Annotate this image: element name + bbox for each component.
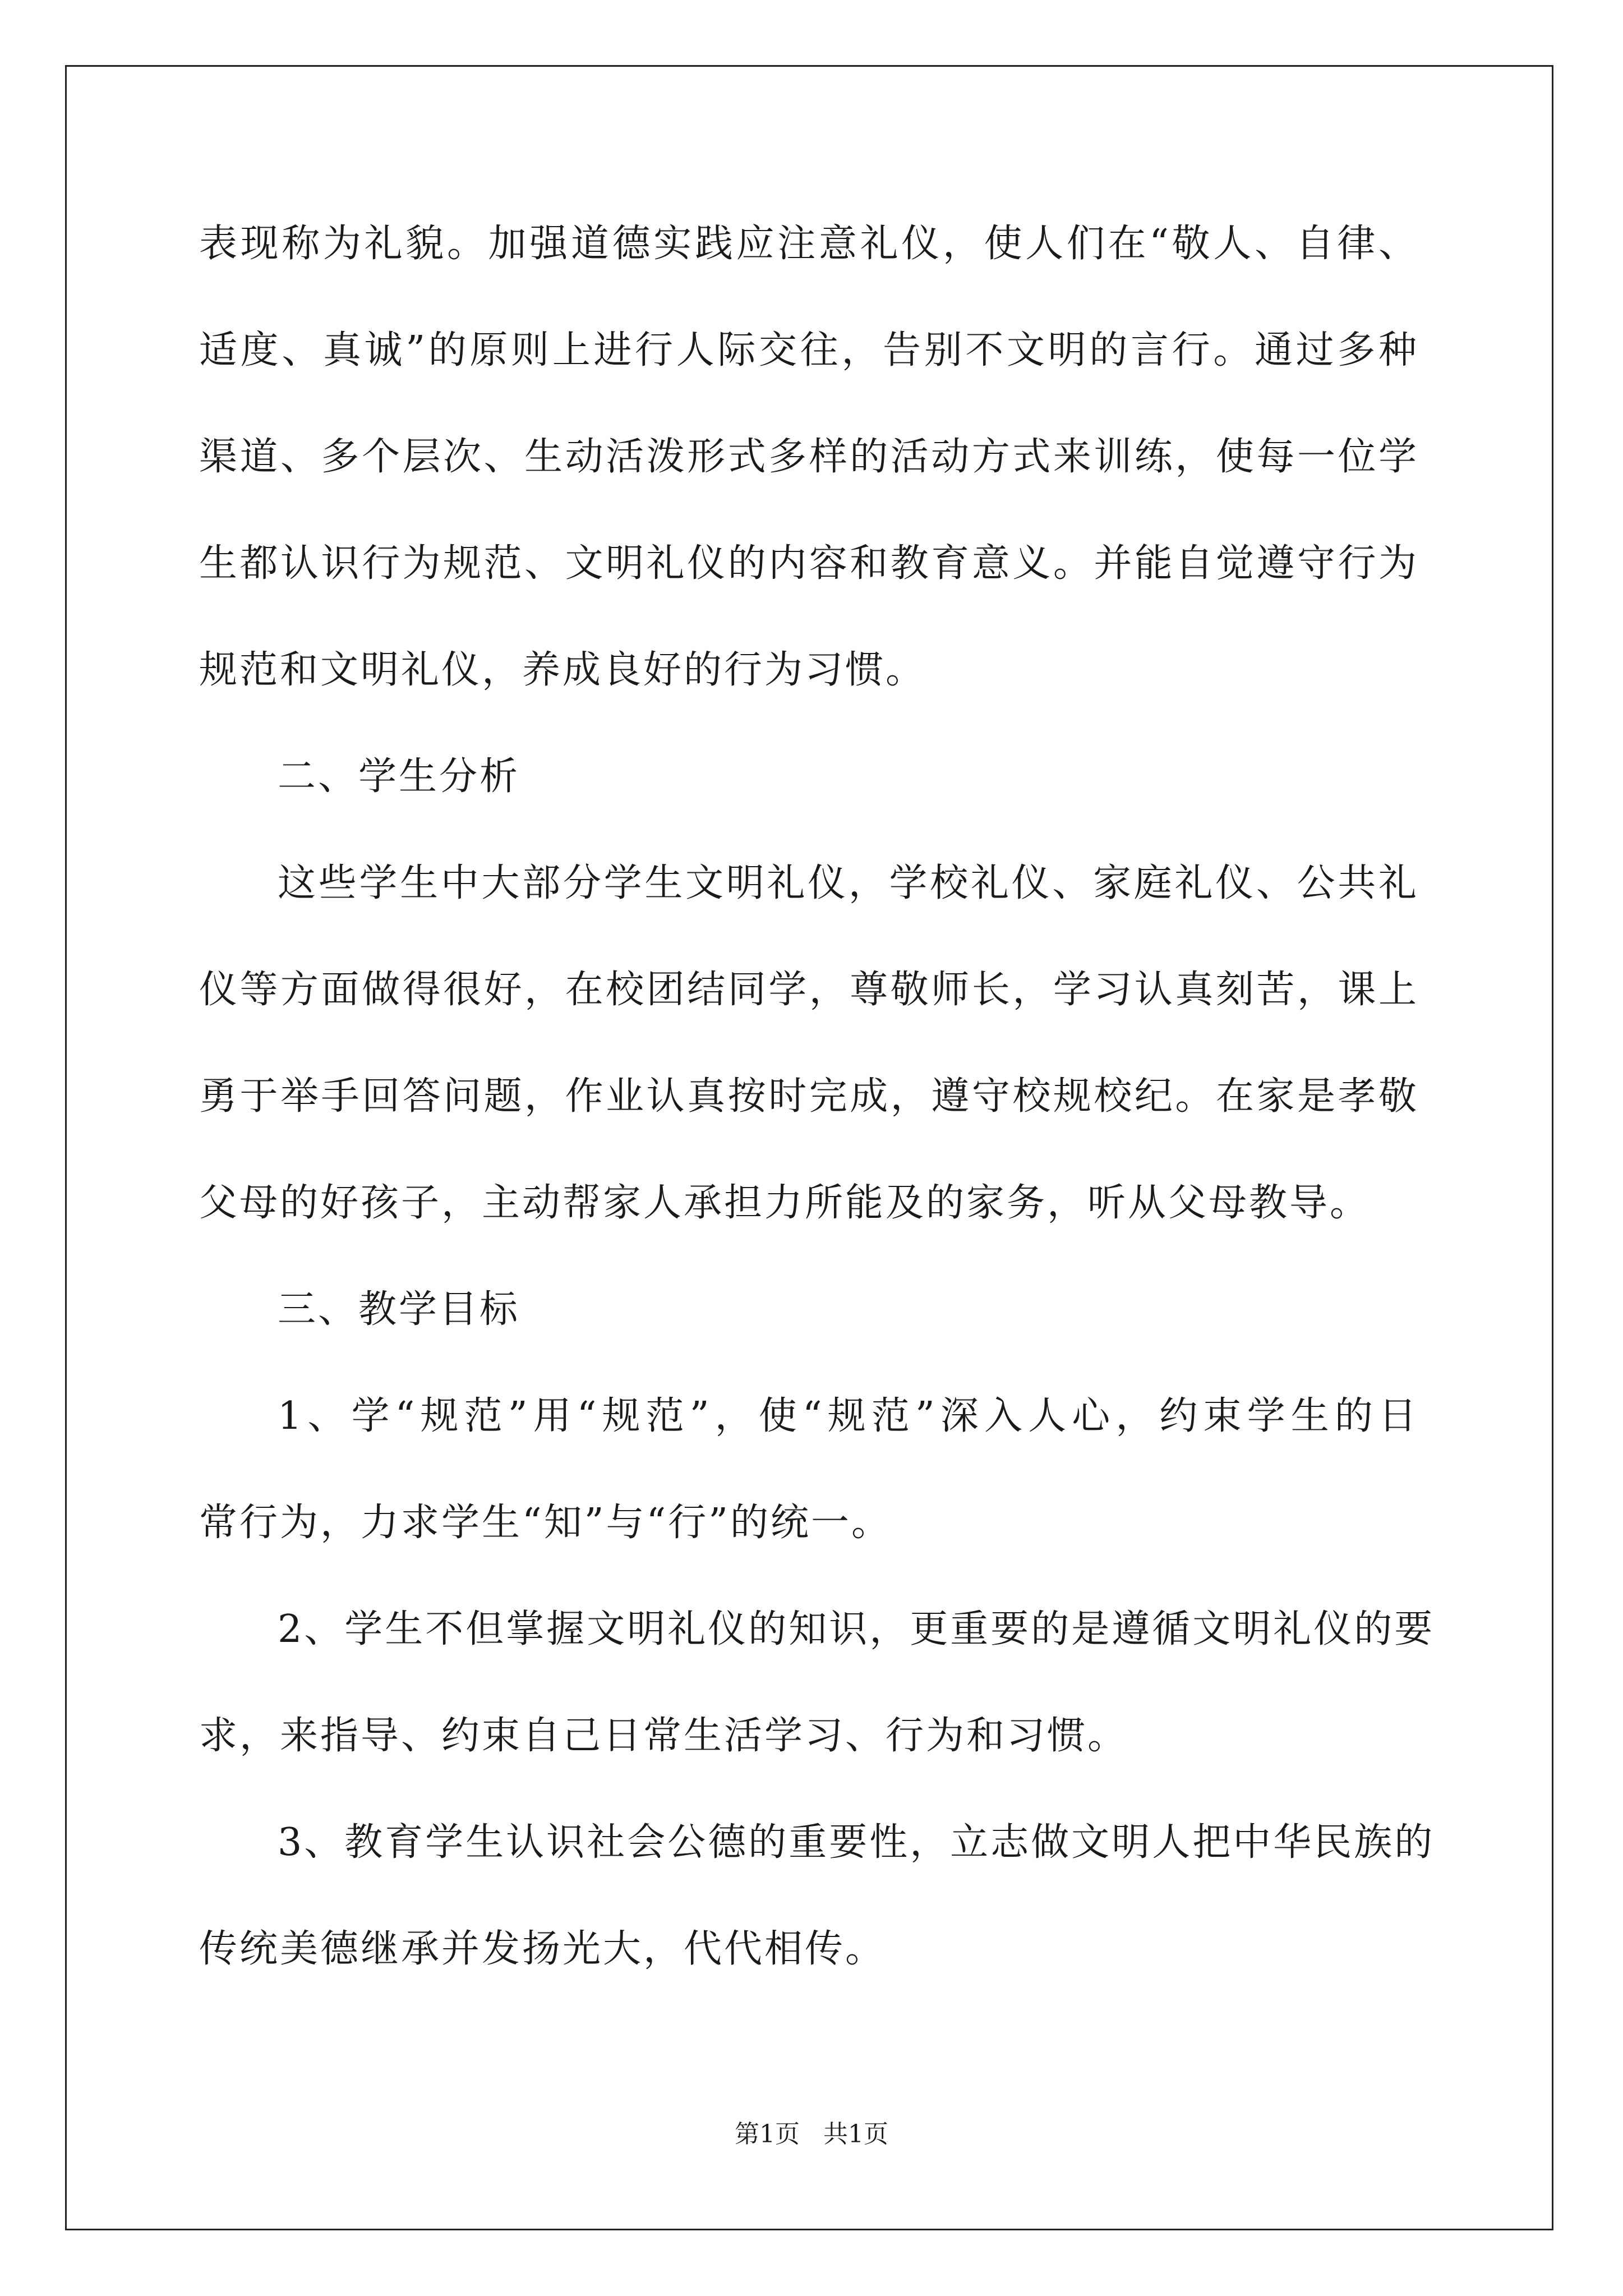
page-number: 第1页 (735, 2120, 800, 2148)
list-item-line: 1、学“规范”用“规范”，使“规范”深入人心，约束学生的日 (278, 1394, 1419, 1438)
paragraph-line: 生都认识行为规范、文明礼仪的内容和教育意义。并能自觉遵守行为 (199, 541, 1419, 586)
page-footer (0, 2118, 1623, 2151)
paragraph-line: 规范和文明礼仪，养成良好的行为习惯。 (199, 648, 926, 692)
paragraph-line: 仪等方面做得很好，在校团结同学，尊敬师长，学习认真刻苦，课上 (199, 968, 1419, 1012)
list-item-line: 传统美德继承并发扬光大，代代相传。 (199, 1927, 886, 1971)
paragraph-line: 父母的好孩子，主动帮家人承担力所能及的家务，听从父母教导。 (199, 1181, 1371, 1225)
section-heading: 二、学生分析 (278, 754, 520, 799)
list-item-line: 常行为，力求学生“知”与“行”的统一。 (199, 1501, 892, 1545)
paragraph-line: 适度、真诚”的原则上进行人际交往，告别不文明的言行。通过多种 (199, 328, 1419, 372)
list-item-line: 2、学生不但掌握文明礼仪的知识，更重要的是遵循文明礼仪的要 (278, 1607, 1435, 1651)
paragraph-line: 勇于举手回答问题，作业认真按时完成，遵守校规校纪。在家是孝敬 (199, 1074, 1419, 1119)
list-item-line: 3、教育学生认识社会公德的重要性，立志做文明人把中华民族的 (278, 1820, 1435, 1865)
paragraph-line: 表现称为礼貌。加强道德实践应注意礼仪，使人们在“敬人、自律、 (199, 222, 1419, 266)
section-heading: 三、教学目标 (278, 1287, 520, 1332)
page-total: 共1页 (823, 2120, 888, 2148)
document-body (199, 191, 1435, 2003)
list-item-line: 求，来指导、约束自己日常生活学习、行为和习惯。 (199, 1714, 1128, 1758)
paragraph-line: 渠道、多个层次、生动活泼形式多样的活动方式来训练，使每一位学 (199, 435, 1419, 479)
paragraph-line: 这些学生中大部分学生文明礼仪，学校礼仪、家庭礼仪、公共礼 (278, 861, 1419, 905)
